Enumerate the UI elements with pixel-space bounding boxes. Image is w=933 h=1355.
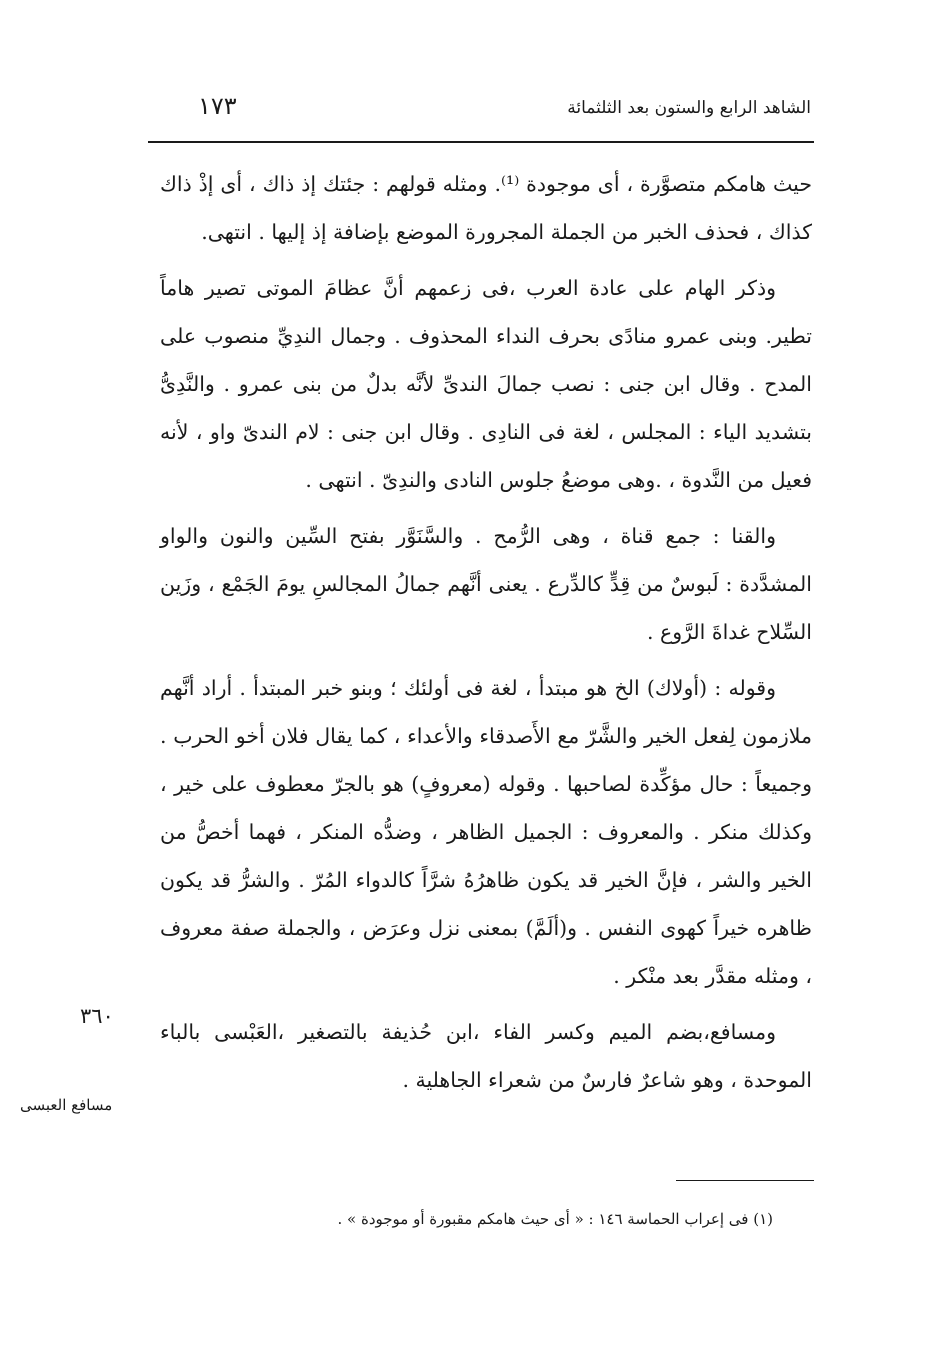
paragraph-4: وقوله : (أولاك) الخ هو مبتدأ ، لغة فى أولئك ؛ وبنو خبر المبتدأ . أراد أنَّهم ملازمون لِفعل الخير والشَّرّ مع الأَصدقاء والأعداء ، كما يقال فلان أخو الحرب . وجميعاً : حال مؤكِّدة لصاحبها . وقوله (معروفٍ) هو بالجرّ معطوف على خير ، وكذلك منكر . والمعروف : الجميل الظاهر ، وضدُّه المنكر ، فهما أخصُّ من الخير والشر ، فإنَّ الخير قد يكون ظاهرُهُ شرَّاً كالدواء المُرّ . والشرُّ قد يكون ظاهره خيراً كهوى النفس . و(ألَمَّ) بمعنى نزل وعرَض ، والجملة صفة معروف ، ومثله مقدَّر بعد منْكر . xyxy=(160,676,812,988)
paragraph-5: ومسافع،بضم الميم وكسر الفاء ،ابن حُذيفة بالتصغير ،العَبْسى بالباء الموحدة ، وهو شاعرٌ فارسٌ من شعراء الجاهلية . xyxy=(160,1020,812,1092)
margin-note: مسافع العبسى xyxy=(20,1096,113,1114)
footnote-rule xyxy=(676,1180,814,1181)
paragraph-3: والقنا : جمع قناة ، وهى الرُّمح . والسَّنَوَّر بفتح السِّين والنون والواو المشدَّدة : لَبوسٌ من قِدٍّ كالدِّرع . يعنى أنَّهم جمالُ المجالسِ يومَ الجَمْع ، وزَين السِّلاح غداةَ الرَّوع . xyxy=(160,524,813,644)
header-rule xyxy=(148,141,814,143)
main-text xyxy=(160,160,812,1122)
running-title: الشاهد الرابع والستون بعد الثلثمائة xyxy=(567,98,811,118)
footnote: (١) فى إعراب الحماسة ١٤٦ : « أى حيث هامكم مقبورة أو موجودة » . xyxy=(337,1210,773,1228)
paragraph-1: حيث هامكم متصوَّرة ، أى موجودة ⁽¹⁾. ومثله قولهم : جئتك إذ ذاك ، أى إذْ ذاك كذاك ، فحذف الخبر من الجملة المجرورة الموضع بإضافة إذ إليها . انتهى. xyxy=(160,172,812,244)
margin-page-reference: ٣٦٠ xyxy=(80,1004,114,1028)
page-number: ١٧٣ xyxy=(198,92,237,120)
paragraph-2: وذكر الهام على عادة العرب ،فى زعمهم أنَّ عظامَ الموتى تصير هاماً تطير. وبنى عمرو منادًى بحرف النداء المحذوف . وجمال الندِيِّ منصوب على المدح . وقال ابن جنى : نصب جمالَ الندىِّ لأنَّه بدلٌ من بنى عمرو . والنَّدِىُّ بتشديد الياء : المجلس ، لغة فى النادِى . وقال ابن جنى : لام الندىّ واو ، لأنه فعيل من النَّدوة ، .وهى موضعُ جلوس النادى والندِىّ . انتهى . xyxy=(160,276,812,492)
